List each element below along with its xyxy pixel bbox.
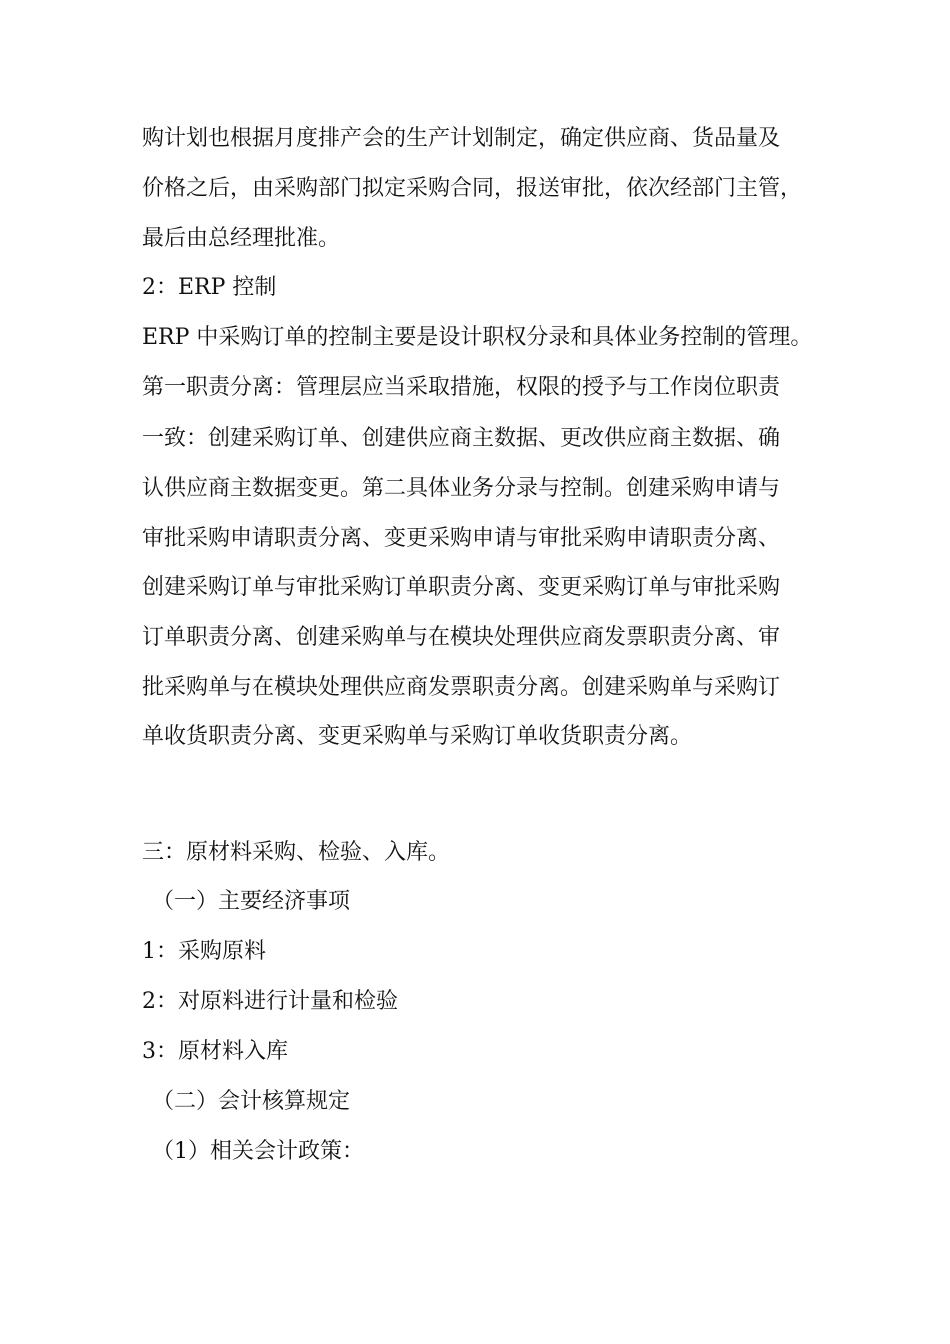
section-heading-raw-materials: 三：原材料采购、检验、入库。 — [142, 840, 451, 865]
paragraph-line: 审批采购申请职责分离、变更采购申请与审批采购申请职责分离、 — [142, 526, 781, 551]
list-item: 3：原材料入库 — [142, 1039, 288, 1064]
paragraph-line: 最后由总经理批准。 — [142, 226, 341, 251]
paragraph-line: ERP 中采购订单的控制主要是设计职权分录和具体业务控制的管理。 — [142, 325, 813, 350]
paragraph-line: 购计划也根据月度排产会的生产计划制定，确定供应商、货品量及 — [142, 126, 781, 151]
paragraph-line: 创建采购订单与审批采购订单职责分离、变更采购订单与审批采购 — [142, 575, 781, 600]
paragraph-line: 认供应商主数据变更。第二具体业务分录与控制。创建采购申请与 — [142, 476, 781, 501]
list-item: 1：采购原料 — [142, 939, 266, 964]
subheading-accounting-policy: （1）相关会计政策： — [152, 1139, 364, 1164]
paragraph-line: 单收货职责分离、变更采购单与采购订单收货职责分离。 — [142, 724, 693, 749]
paragraph-line: 第一职责分离：管理层应当采取措施，权限的授予与工作岗位职责 — [142, 375, 781, 400]
paragraph-line: 订单职责分离、创建采购单与在模块处理供应商发票职责分离、审 — [142, 625, 781, 650]
paragraph-line: 批采购单与在模块处理供应商发票职责分离。创建采购单与采购订 — [142, 675, 781, 700]
paragraph-line: 一致：创建采购订单、创建供应商主数据、更改供应商主数据、确 — [142, 426, 781, 451]
list-item: 2：对原料进行计量和检验 — [142, 989, 398, 1014]
section-heading-erp: 2：ERP 控制 — [142, 275, 277, 300]
paragraph-line: 价格之后，由采购部门拟定采购合同，报送审批，依次经部门主管， — [142, 176, 803, 201]
subheading-accounting-rules: （二）会计核算规定 — [152, 1089, 351, 1114]
subheading-main-items: （一）主要经济事项 — [152, 889, 351, 914]
